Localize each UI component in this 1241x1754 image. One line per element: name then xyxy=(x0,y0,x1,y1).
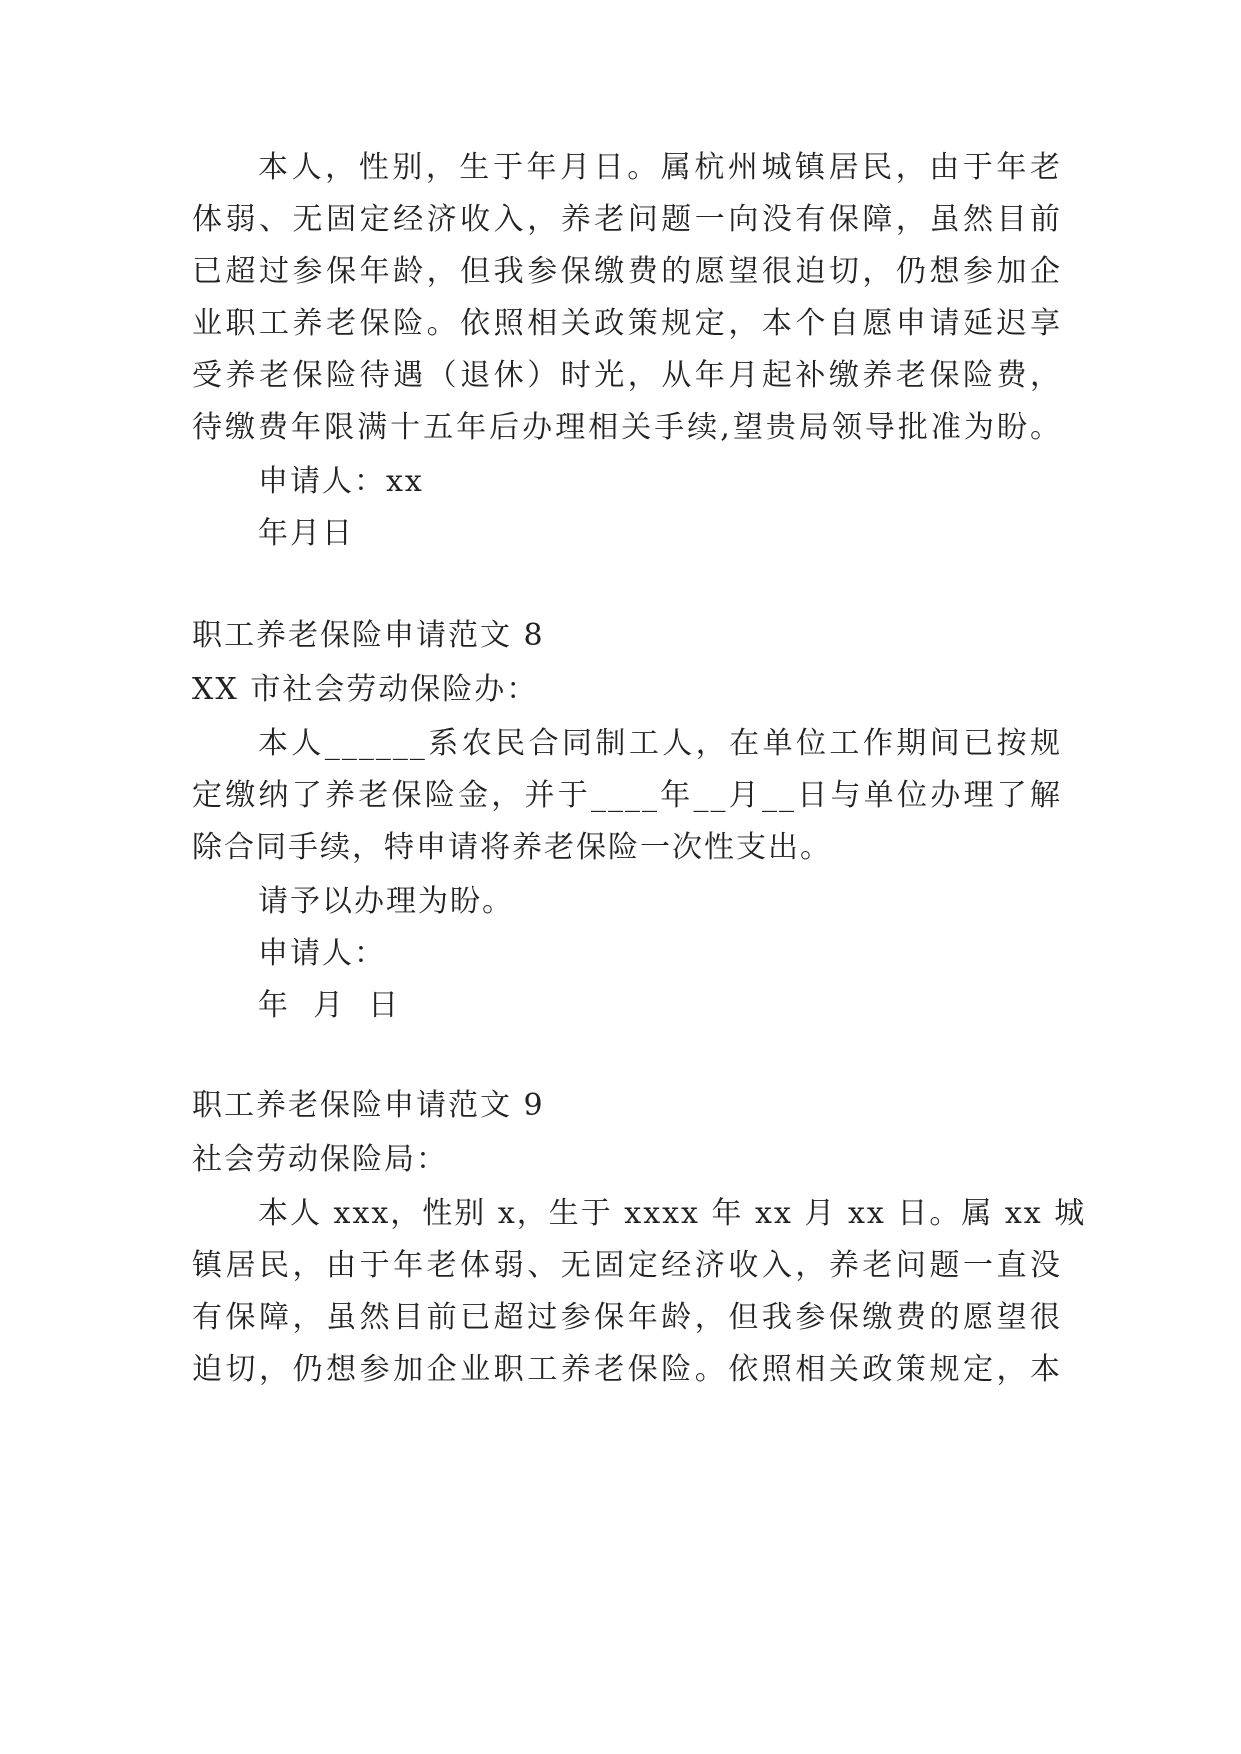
paragraph-line: 待缴费年限满十五年后办理相关手续,望贵局领导批准为盼。 xyxy=(192,410,1062,445)
paragraph-line: 迫切，仍想参加企业职工养老保险。依照相关政策规定，本 xyxy=(192,1352,1062,1387)
paragraph-line: 除合同手续，特申请将养老保险一次性支出。 xyxy=(192,830,832,865)
paragraph-line: 有保障，虽然目前已超过参保年龄，但我参保缴费的愿望很 xyxy=(192,1300,1062,1335)
paragraph-line: 本人，性别，生于年月日。属杭州城镇居民，由于年老 xyxy=(258,150,1062,185)
paragraph-line: 镇居民，由于年老体弱、无固定经济收入，养老问题一直没 xyxy=(192,1248,1062,1283)
paragraph-line: 体弱、无固定经济收入，养老问题一向没有保障，虽然目前 xyxy=(192,202,1062,237)
applicant-line: 申请人：xx xyxy=(258,464,424,499)
applicant-line: 申请人： xyxy=(258,936,386,971)
date-line: 年 月 日 xyxy=(258,988,401,1023)
request-line: 请予以办理为盼。 xyxy=(258,884,514,919)
paragraph-line: 定缴纳了养老保险金，并于____年__月__日与单位办理了解 xyxy=(192,778,1062,813)
paragraph-line: 业职工养老保险。依照相关政策规定，本个自愿申请延迟享 xyxy=(192,306,1062,341)
date-line: 年月日 xyxy=(258,516,354,551)
paragraph-line: 受养老保险待遇（退休）时光，从年月起补缴养老保险费， xyxy=(192,358,1062,393)
addressee-line: 社会劳动保险局： xyxy=(192,1142,448,1177)
paragraph-line: 本人______系农民合同制工人，在单位工作期间已按规 xyxy=(258,726,1062,761)
section-title: 职工养老保险申请范文 8 xyxy=(192,618,545,653)
section-title: 职工养老保险申请范文 9 xyxy=(192,1088,545,1123)
addressee-line: XX 市社会劳动保险办： xyxy=(192,672,539,707)
paragraph-line: 本人 xxx，性别 x，生于 xxxx 年 xx 月 xx 日。属 xx 城 xyxy=(258,1196,1087,1231)
paragraph-line: 已超过参保年龄，但我参保缴费的愿望很迫切，仍想参加企 xyxy=(192,254,1062,289)
